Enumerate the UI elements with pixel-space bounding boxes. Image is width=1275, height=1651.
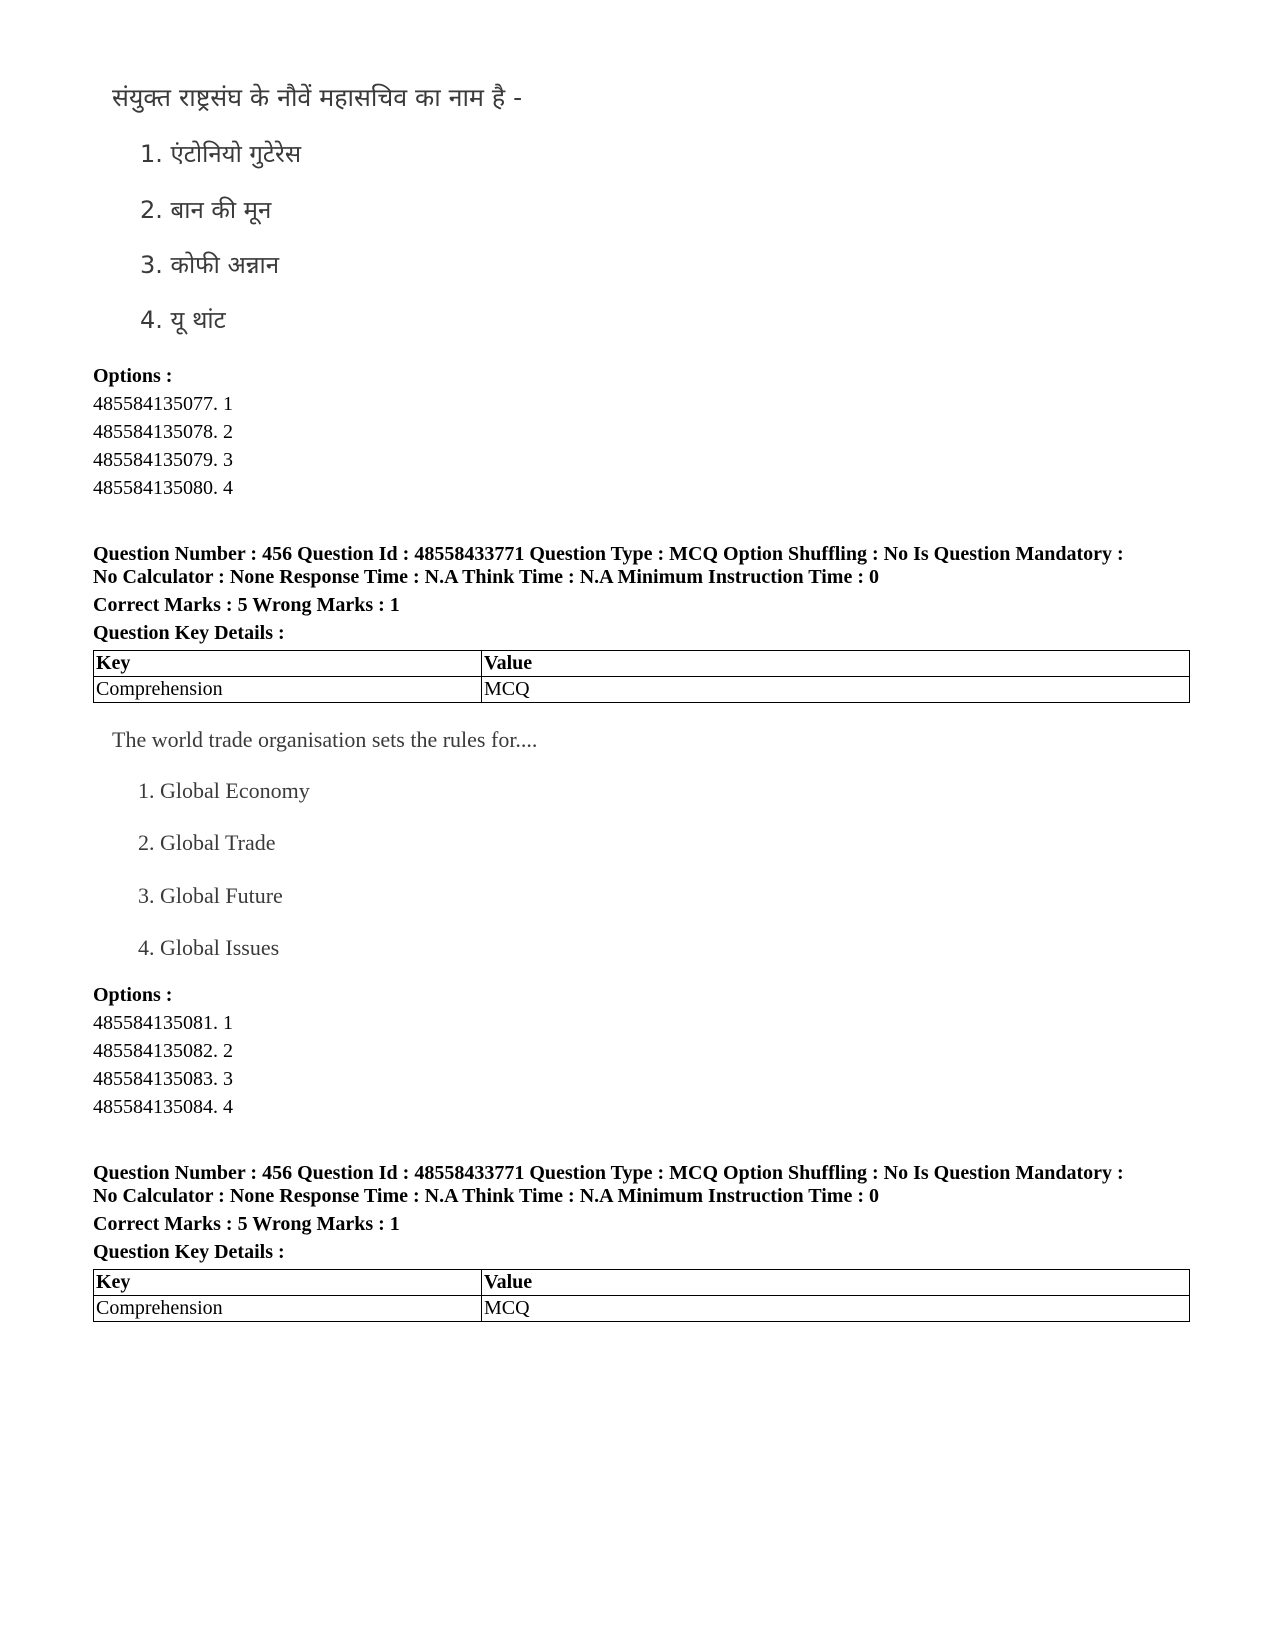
question-2-meta-line-1: Question Number : 456 Question Id : 48558433771 Question Type : MCQ Option Shuffling : No Is Question Mandatory :: [93, 543, 1124, 565]
option-1-1: 485584135077. 1: [93, 393, 233, 415]
option-2-4: 485584135084. 4: [93, 1096, 233, 1118]
table-header-row: [94, 651, 1190, 677]
option-1-2: 485584135078. 2: [93, 421, 233, 443]
table-header-key: Key: [94, 651, 482, 677]
question-3-meta-line-1: Question Number : 456 Question Id : 48558433771 Question Type : MCQ Option Shuffling : No Is Question Mandatory :: [93, 1162, 1124, 1184]
table-row: [94, 1296, 1190, 1322]
table-header-row: [94, 1270, 1190, 1296]
table-cell-value: MCQ: [482, 1296, 1190, 1322]
options-label-2: Options :: [93, 984, 173, 1006]
question-2-choice-4: 4. Global Issues: [138, 935, 280, 960]
question-2-key-details-label: Question Key Details :: [93, 622, 285, 644]
table-cell-value: MCQ: [482, 677, 1190, 703]
table-cell-key: Comprehension: [94, 1296, 482, 1322]
table-header-value: Value: [482, 651, 1190, 677]
options-label-1: Options :: [93, 365, 173, 387]
question-3-key-details-label: Question Key Details :: [93, 1241, 285, 1263]
question-3-marks: Correct Marks : 5 Wrong Marks : 1: [93, 1213, 400, 1235]
option-1-3: 485584135079. 3: [93, 449, 233, 471]
table-header-key: Key: [94, 1270, 482, 1296]
table-header-value: Value: [482, 1270, 1190, 1296]
option-2-1: 485584135081. 1: [93, 1012, 233, 1034]
table-row: [94, 677, 1190, 703]
question-2-choice-2: 2. Global Trade: [138, 830, 276, 855]
question-1-choice-3: 3. कोफी अन्नान: [140, 251, 280, 279]
question-1-stem: संयुक्त राष्ट्रसंघ के नौवें महासचिव का नाम है -: [112, 83, 523, 112]
question-2-marks: Correct Marks : 5 Wrong Marks : 1: [93, 594, 400, 616]
option-2-2: 485584135082. 2: [93, 1040, 233, 1062]
question-1-choice-1: 1. एंटोनियो गुटेरेस: [140, 140, 302, 168]
question-1-choice-2: 2. बान की मून: [140, 196, 272, 224]
question-1-choice-4: 4. यू थांट: [140, 306, 226, 334]
question-2-choice-1: 1. Global Economy: [138, 778, 310, 803]
question-2-image: [0, 715, 1275, 965]
question-1-image: [0, 0, 1275, 360]
table-cell-key: Comprehension: [94, 677, 482, 703]
option-2-3: 485584135083. 3: [93, 1068, 233, 1090]
question-2-key-table: [93, 650, 1190, 703]
option-1-4: 485584135080. 4: [93, 477, 233, 499]
question-3-meta-line-2: No Calculator : None Response Time : N.A Think Time : N.A Minimum Instruction Time : 0: [93, 1185, 879, 1207]
question-2-meta-line-2: No Calculator : None Response Time : N.A Think Time : N.A Minimum Instruction Time : 0: [93, 566, 879, 588]
question-2-stem: The world trade organisation sets the rules for....: [112, 727, 538, 752]
question-2-choice-3: 3. Global Future: [138, 883, 283, 908]
question-3-key-table: [93, 1269, 1190, 1322]
